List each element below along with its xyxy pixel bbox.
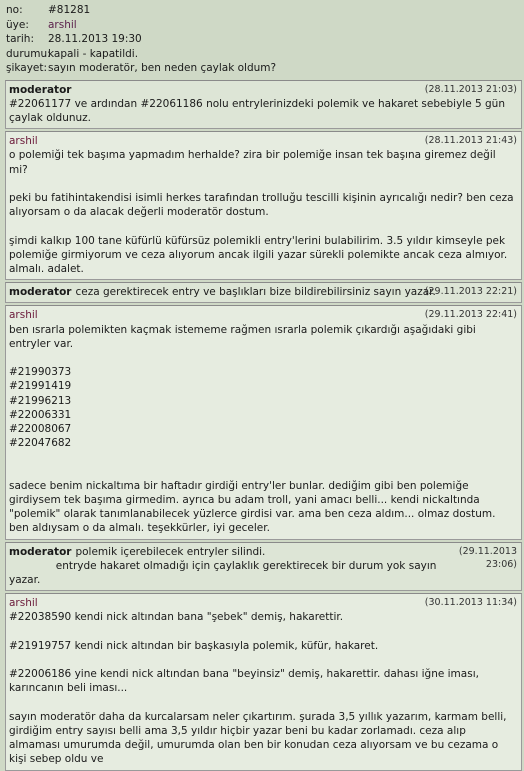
- date-value: 28.11.2013 19:30: [48, 33, 142, 45]
- message-text: o polemiği tek başıma yapmadım herhalde? zira bir polemiğe insan tek başına giremez değil mi? peki bu fatihintakendisi isimli herkes tarafından trolluğu tescilli kişinin ayrıcalığı nedir? ben ceza alıyorsam o da alacak değerli moderatör dostum. şimdi kalkıp 100 tane küfürlü küfürsüz polemikli entry'lerini bulabilirim. 3.5 yıldır kimseyle pek polemiğe girmiyorum ve ceza alıyorum ancak ilgili yazar sürekli polemikte ancak ceza almıyor. almalı. adalet.: [9, 149, 514, 275]
- message-author: moderator: [9, 545, 72, 558]
- message-entry: [5, 131, 522, 280]
- message-author[interactable]: arshil: [9, 135, 38, 148]
- message-text: ben ısrarla polemikten kaçmak istememe rağmen ısrarla polemik çıkardığı aşağıdaki gibi entryler var. #21990373 #21991419 #21996213 #22006331 #22008067 #22047682 sadece benim nickaltıma bir haftadır girdiği entry'ler bunlar. dediğim gibi ben polemiğe girdiysem tek başıma girmedim. ayrıca bu adam troll, yani amacı belli... kendi nickaltında "polemik" olarak tanımlanabilecek yüzlerce girdisi var. ama ben ceza aldım... olmaz dostum. ben aldıysam o da almalı. teşekkürler, iyi geceler.: [9, 323, 496, 535]
- message-date: (29.11.2013 22:21): [424, 286, 517, 298]
- user-link[interactable]: arshil: [48, 18, 77, 31]
- message-date: (28.11.2013 21:03): [424, 83, 517, 95]
- message-date: (29.11.2013 23:06): [458, 545, 517, 570]
- message-entry: [5, 282, 522, 303]
- no-value: #81281: [48, 4, 91, 16]
- message-author[interactable]: arshil: [9, 309, 38, 322]
- message-text: polemik içerebilecek entryler silindi. entryde hakaret olmadığı için çaylaklık gerektirecek bir durum yok sayın yazar.: [9, 545, 437, 586]
- message-text: #22061177 ve ardından #22061186 nolu entrylerinizdeki polemik ve hakaret sebebiyle 5 gün çaylak oldunuz.: [9, 97, 509, 124]
- message-date: (30.11.2013 11:34): [424, 597, 517, 609]
- message-text: #22038590 kendi nick altından bana "şebek" demiş, hakarettir. #21919757 kendi nick altından bir başkasıyla polemik, küfür, hakaret. #22006186 yine kendi nick altından bana "beyinsiz" demiş, hakarettir. dahası iğne iması, karıncanın beli iması... sayın moderatör daha da kurcalarsam neler çıkartırım. şurada 3,5 yıllık yazarım, karmam belli, girdiğim entry sayısı belli ama 3,5 yıldır hiçbir yazar beni bu kadar zorlamadı. ceza alıp almaması umurumda değil, umurumda olan ben bir konudan ceza alıyorsam ve bu cezama o kişi sebep oldu ve: [9, 611, 507, 766]
- date-label: tarih:: [6, 33, 34, 45]
- message-entry: [5, 80, 522, 130]
- complaint-value: sayın moderatör, ben neden çaylak oldum?: [48, 62, 277, 74]
- no-label: no:: [6, 4, 23, 16]
- message-text: ceza gerektirecek entry ve başlıkları bize bildirebilirsiniz sayın yazar.: [75, 286, 436, 299]
- status-value: kapali - kapatildi.: [48, 47, 139, 60]
- complaint-header: [0, 0, 524, 80]
- message-date: (28.11.2013 21:43): [424, 135, 517, 147]
- message-author[interactable]: arshil: [9, 597, 38, 610]
- message-entry: [5, 305, 522, 539]
- message-author: moderator: [9, 286, 72, 299]
- message-entry: [5, 542, 522, 592]
- status-label: durumu:: [6, 47, 51, 60]
- message-date: (29.11.2013 22:41): [424, 309, 517, 321]
- message-entry: [5, 593, 522, 770]
- user-label: üye:: [6, 18, 29, 31]
- message-author: moderator: [9, 83, 72, 96]
- complaint-label: şikayet:: [6, 62, 48, 74]
